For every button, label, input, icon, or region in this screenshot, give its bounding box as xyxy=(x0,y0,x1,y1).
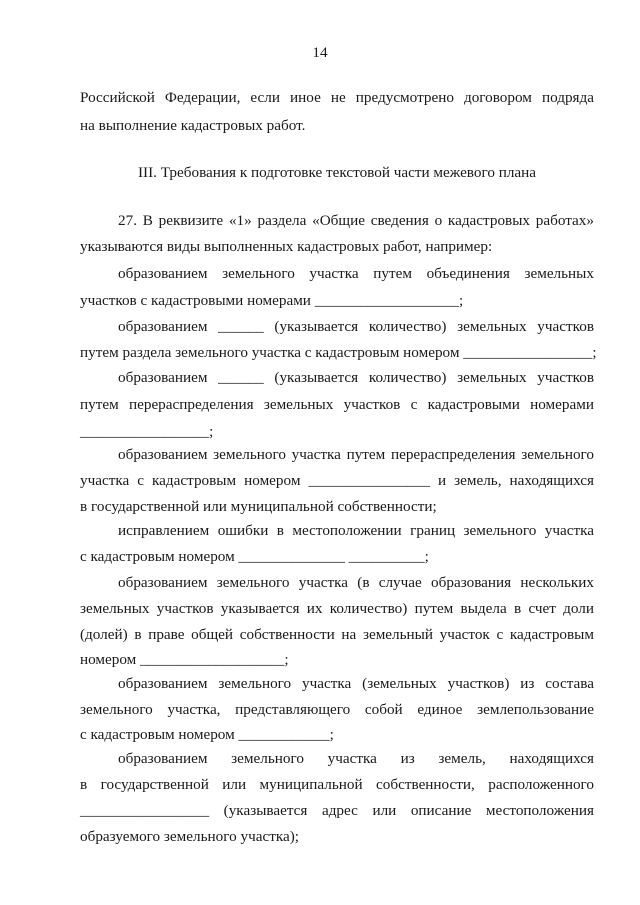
text-line: образованием ______ (указывается количество) земельных участков xyxy=(118,318,594,335)
text-line: участков с кадастровыми номерами ___________________; xyxy=(80,292,464,309)
page-number: 14 xyxy=(312,44,328,61)
text-line: образованием земельного участка (в случае образования нескольких xyxy=(118,574,594,591)
text-line: Российской Федерации, если иное не предусмотрено договором подряда xyxy=(80,89,594,106)
text-line: земельных участков указывается их количество) путем выдела в счет доли xyxy=(80,600,594,617)
text-line: исправлением ошибки в местоположении границ земельного участка xyxy=(118,522,594,539)
text-line: образованием земельного участка (земельных участков) из состава xyxy=(118,675,594,692)
text-line: _________________ (указывается адрес или описание местоположения xyxy=(80,802,594,819)
text-line: указываются виды выполненных кадастровых работ, например: xyxy=(80,238,493,255)
text-line: образованием земельного участка из земель, находящихся xyxy=(118,750,594,767)
text-line: 27. В реквизите «1» раздела «Общие сведения о кадастровых работах» xyxy=(118,212,594,229)
text-line: на выполнение кадастровых работ. xyxy=(80,117,306,134)
text-line: с кадастровым номером ______________ __________; xyxy=(80,548,429,565)
section-heading: III. Требования к подготовке текстовой части межевого плана xyxy=(137,164,537,181)
text-line: номером ___________________; xyxy=(80,651,289,668)
text-line: _________________; xyxy=(80,423,214,440)
text-line: (долей) в праве общей собственности на земельный участок с кадастровым xyxy=(80,626,594,643)
text-line: земельного участка, представляющего собой единое землепользование xyxy=(80,701,594,718)
text-line: с кадастровым номером ____________; xyxy=(80,726,334,743)
text-line: в государственной или муниципальной собственности, расположенного xyxy=(80,776,594,793)
text-line: путем раздела земельного участка с кадастровым номером _________________; xyxy=(80,344,597,361)
text-line: образованием земельного участка путем перераспределения земельного xyxy=(118,446,594,463)
text-line: путем перераспределения земельных участков с кадастровыми номерами xyxy=(80,396,594,413)
text-line: участка с кадастровым номером ________________ и земель, находящихся xyxy=(80,472,594,489)
text-line: образованием ______ (указывается количество) земельных участков xyxy=(118,369,594,386)
text-line: образованием земельного участка путем объединения земельных xyxy=(118,265,594,282)
text-line: образуемого земельного участка); xyxy=(80,828,299,845)
text-line: в государственной или муниципальной собственности; xyxy=(80,498,437,515)
